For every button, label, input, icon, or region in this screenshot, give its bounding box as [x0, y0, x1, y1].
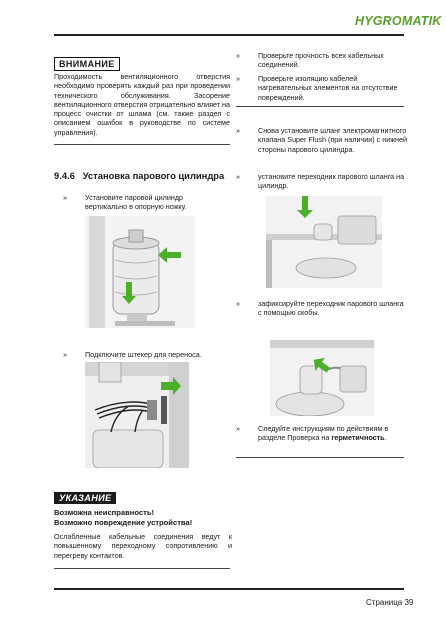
section-number: 9.4.6 [54, 170, 75, 181]
cylinder-install-figure [85, 216, 195, 328]
bullet-marker: » [236, 424, 240, 433]
right-bottom-rule [236, 457, 404, 458]
bullet-marker: » [63, 350, 67, 359]
bullet-marker: » [236, 74, 240, 83]
step-text-fix-adapter: зафиксируйте переходник парового шланга с помощью скобы. [258, 299, 404, 318]
notice-line-2: Возможно повреждение устройства! [54, 518, 193, 527]
step-text-place-cylinder: Установите паровой цилиндр вертикально в опорную ножку. [85, 193, 187, 212]
step-text-check-insulation: Проверьте изоляцию кабелей нагревательных элементов на отсутствие повреждений. [258, 74, 398, 102]
step-text-connect-plug: Подключите штекер для переноса. [85, 350, 202, 359]
step-text-follow-instructions [258, 424, 408, 443]
notice-headline [54, 508, 192, 528]
step-text-bold: герметичность [331, 433, 385, 443]
right-rule [236, 106, 404, 107]
plug-connection-figure [85, 362, 189, 468]
bullet-marker: » [236, 51, 240, 60]
step-text-plain: Следуйте инструкциям по действиям в разделе Проверка на [258, 424, 389, 443]
section-title: Установка парового цилиндра [82, 170, 225, 181]
step-text-end: . [384, 433, 387, 443]
bullet-marker: » [63, 193, 67, 202]
step-text-check-cables: Проверьте прочность всех кабельных соединений. [258, 51, 384, 70]
notice-label: УКАЗАНИЕ [54, 492, 116, 504]
footer-rule [54, 588, 404, 590]
header-rule [54, 34, 404, 36]
brand-logo: HYGROMATIK [355, 14, 442, 28]
warning-rule [54, 144, 230, 145]
notice-text: Ослабленные кабельные соединения ведут к повышенному переходному сопротивлению и перегреву контактов. [54, 532, 232, 560]
page-number: Страница 39 [366, 598, 414, 607]
section-heading [54, 170, 224, 181]
bullet-marker: » [236, 126, 240, 135]
notice-line-1: Возможна неисправность! [54, 508, 155, 517]
step-text-install-adapter: установите переходник парового шланга на цилиндр. [258, 172, 405, 191]
warning-label: ВНИМАНИЕ [54, 57, 120, 71]
warning-text: Проходимость вентиляционного отверстия необходимо проверять каждый раз при проведении технического обслуживания. Засорение вентиляционного отверстия отрицательно влияет на процесс очистки от шлама (см. также раздел с описанием ошибок в руководстве по системе управления). [54, 72, 231, 137]
adapter-clip-figure [270, 340, 374, 416]
bullet-marker: » [236, 172, 240, 181]
bullet-marker: » [236, 299, 240, 308]
step-text-superflush-hose: Снова установите шланг электромагнитного клапана Super Flush (при наличии) с нижней стороны парового цилиндра. [258, 126, 408, 154]
hose-adapter-figure [266, 196, 382, 288]
notice-rule [54, 568, 230, 569]
